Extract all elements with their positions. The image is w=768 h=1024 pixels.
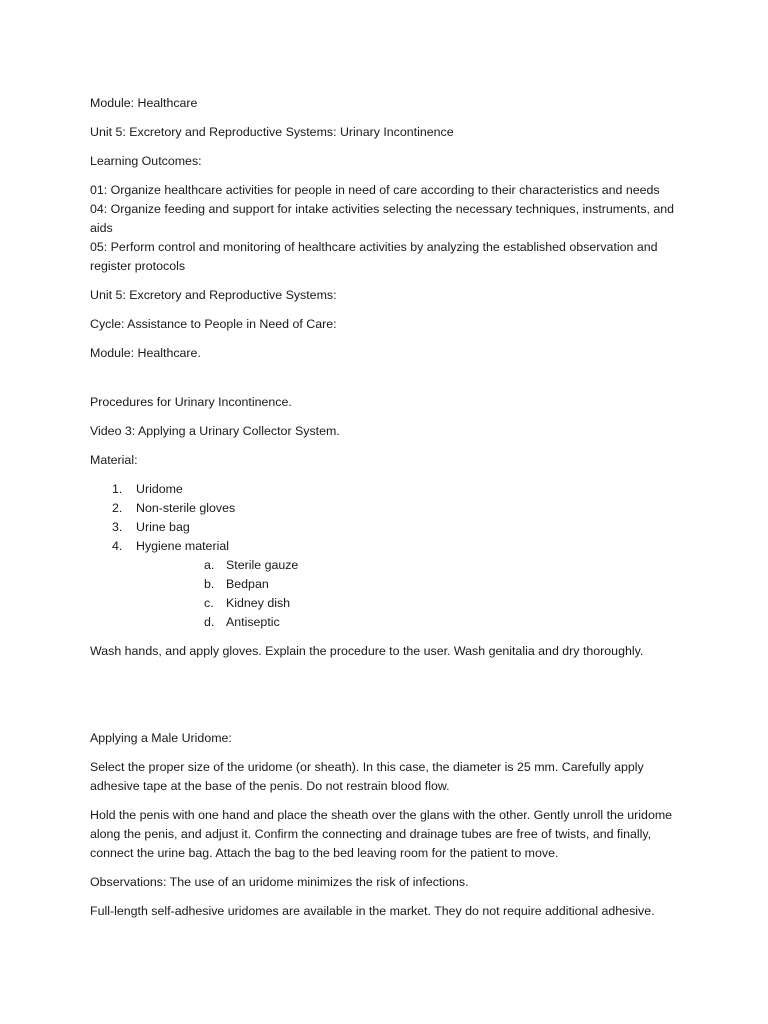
list-item-label: Hygiene material (136, 539, 229, 553)
list-item (90, 518, 690, 537)
list-letter: c. (204, 596, 214, 610)
spacer (90, 671, 690, 729)
sub-list-item-label: Antiseptic (226, 615, 280, 629)
list-letter: d. (204, 615, 215, 629)
list-item-label: Non-sterile gloves (136, 501, 236, 515)
document-page (90, 94, 690, 931)
observations: Observations: The use of an uridome minimizes the risk of infections. (90, 875, 469, 889)
list-number: 3. (112, 520, 123, 534)
sub-list-item-label: Kidney dish (226, 596, 291, 610)
male-uridome-paragraph-1: Select the proper size of the uridome (or sheath). In this case, the diameter is 25 mm. Carefully apply adhesive tape at the base of the penis. Do not restrain blood flow. (90, 760, 644, 793)
context-unit: Unit 5: Excretory and Reproductive Systems: (90, 288, 337, 302)
module-heading: Module: Healthcare (90, 96, 198, 110)
context-cycle: Cycle: Assistance to People in Need of Care: (90, 317, 337, 331)
procedures-title: Procedures for Urinary Incontinence. (90, 395, 292, 409)
learning-outcomes-label: Learning Outcomes: (90, 154, 202, 168)
list-item (90, 537, 690, 632)
learning-outcomes-list (90, 181, 690, 276)
list-letter: a. (204, 558, 215, 572)
sub-list-item-label: Sterile gauze (226, 558, 299, 572)
video-title: Video 3: Applying a Urinary Collector System. (90, 424, 340, 438)
outcome-04: 04: Organize feeding and support for intake activities selecting the necessary techniques, instruments, and aids (90, 202, 675, 235)
outcome-01: 01: Organize healthcare activities for people in need of care according to their characteristics and needs (90, 183, 660, 197)
material-list (90, 480, 690, 632)
sub-list-item (136, 575, 690, 594)
sub-list-item-label: Bedpan (226, 577, 269, 591)
context-module: Module: Healthcare. (90, 346, 201, 360)
list-item (90, 499, 690, 518)
sub-list-item (136, 613, 690, 632)
list-item-label: Urine bag (136, 520, 190, 534)
wash-instructions: Wash hands, and apply gloves. Explain the procedure to the user. Wash genitalia and dry thoroughly. (90, 644, 644, 658)
list-letter: b. (204, 577, 215, 591)
spacer (90, 373, 690, 393)
sub-list-item (136, 594, 690, 613)
market-note: Full-length self-adhesive uridomes are available in the market. They do not require additional adhesive. (90, 904, 655, 918)
hygiene-sublist (136, 556, 690, 632)
list-number: 2. (112, 501, 123, 515)
male-uridome-paragraph-2: Hold the penis with one hand and place the sheath over the glans with the other. Gently unroll the uridome along the penis, and adjust it. Confirm the connecting and drainage tubes are free of twists, and finally, connect the urine bag. Attach the bag to the bed leaving room for the patient to move. (90, 808, 673, 860)
unit-heading: Unit 5: Excretory and Reproductive Systems: Urinary Incontinence (90, 125, 454, 139)
list-item (90, 480, 690, 499)
list-item-label: Uridome (136, 482, 183, 496)
material-label: Material: (90, 453, 138, 467)
outcome-05: 05: Perform control and monitoring of healthcare activities by analyzing the established observation and register protocols (90, 240, 658, 273)
male-uridome-title: Applying a Male Uridome: (90, 731, 232, 745)
list-number: 4. (112, 539, 123, 553)
sub-list-item (136, 556, 690, 575)
list-number: 1. (112, 482, 123, 496)
